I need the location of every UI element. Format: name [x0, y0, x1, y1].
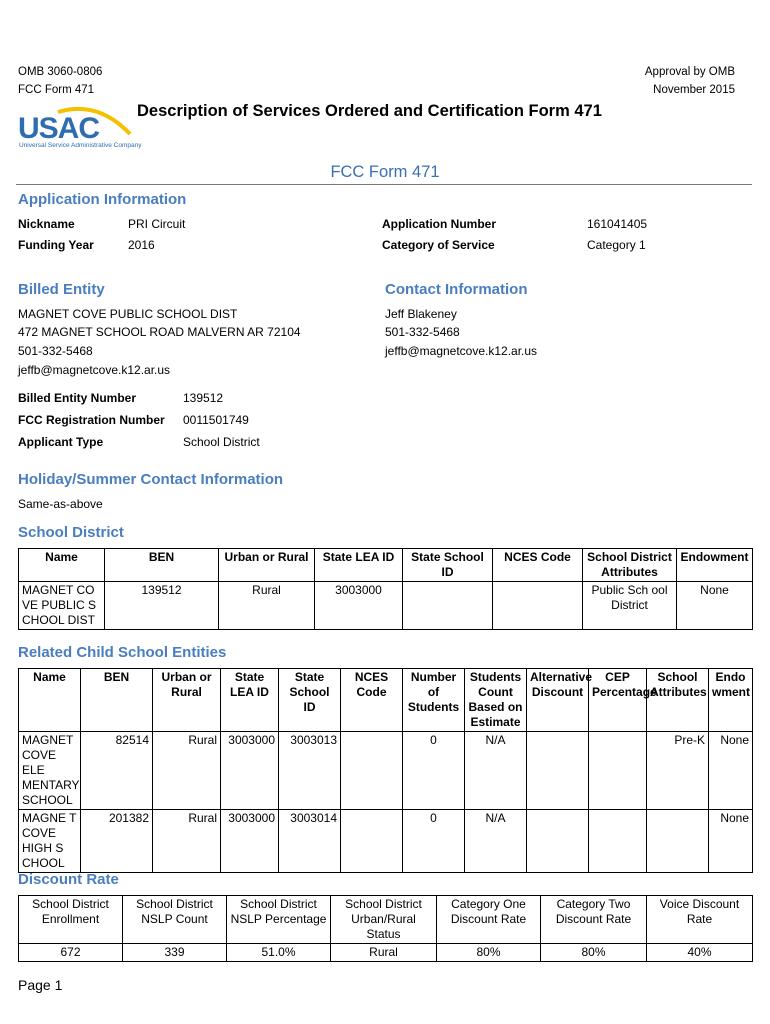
section-school-district: School District	[18, 524, 124, 541]
table-cell: 139512	[105, 582, 219, 630]
table-cell	[589, 732, 647, 810]
billed-entity-phone: 501-332-5468	[18, 344, 93, 358]
table-cell: N/A	[465, 732, 527, 810]
header-cell: School District Attributes	[583, 549, 677, 582]
usac-logo	[18, 104, 142, 152]
fcc-registration-value: 0011501749	[183, 413, 249, 427]
header-cell: Name	[19, 669, 81, 732]
table-cell: N/A	[465, 810, 527, 873]
header-cell: School Attributes	[647, 669, 709, 732]
table-cell: Rural	[153, 732, 221, 810]
table-cell	[341, 732, 403, 810]
section-holiday-contact: Holiday/Summer Contact Information	[18, 471, 284, 488]
table-cell: 40%	[647, 944, 753, 962]
application-number-label: Application Number	[382, 217, 497, 231]
header-cell: School District Enrollment	[19, 896, 123, 944]
table-cell	[647, 810, 709, 873]
fcc-registration-label: FCC Registration Number	[18, 413, 165, 427]
table-cell: 0	[403, 810, 465, 873]
table-cell: 339	[123, 944, 227, 962]
table-cell: 3003000	[221, 810, 279, 873]
table-cell: 3003000	[315, 582, 403, 630]
table-header-row	[19, 549, 753, 582]
table-cell: 201382	[81, 810, 153, 873]
child-entities-table	[18, 668, 753, 873]
header-cell: Number of Students	[403, 669, 465, 732]
page-title: Description of Services Ordered and Certification Form 471	[137, 102, 602, 120]
table-cell: 80%	[541, 944, 647, 962]
table-cell	[493, 582, 583, 630]
form-date: November 2015	[653, 84, 735, 96]
school-district-table	[18, 548, 753, 630]
table-row	[19, 810, 753, 873]
table-cell: MAGNET COVE ELE MENTARY SCHOOL	[19, 732, 81, 810]
header-cell: Category Two Discount Rate	[541, 896, 647, 944]
header-cell: BEN	[81, 669, 153, 732]
table-cell: 82514	[81, 732, 153, 810]
table-cell	[403, 582, 493, 630]
billed-entity-number-label: Billed Entity Number	[18, 391, 137, 405]
category-label: Category of Service	[382, 238, 495, 252]
omb-number: OMB 3060-0806	[18, 66, 103, 78]
table-cell: None	[677, 582, 753, 630]
holiday-contact-value: Same-as-above	[18, 497, 103, 511]
header-cell: NCES Code	[341, 669, 403, 732]
header-cell: Alternative Discount	[527, 669, 589, 732]
nickname-value: PRI Circuit	[128, 217, 186, 231]
table-cell: Public Sch ool District	[583, 582, 677, 630]
table-cell	[527, 810, 589, 873]
section-contact-information: Contact Information	[385, 281, 528, 298]
applicant-type-value: School District	[183, 435, 260, 449]
header-cell: School District Urban/Rural Status	[331, 896, 437, 944]
header-cell: BEN	[105, 549, 219, 582]
billed-entity-number-value: 139512	[183, 391, 224, 405]
section-related-child-entities: Related Child School Entities	[18, 644, 227, 661]
table-header-row	[19, 896, 753, 944]
nickname-label: Nickname	[18, 217, 75, 231]
billed-entity-address: 472 MAGNET SCHOOL ROAD MALVERN AR 72104	[18, 325, 301, 339]
table-cell: 0	[403, 732, 465, 810]
table-cell	[589, 810, 647, 873]
table-cell: MAGNE T COVE HIGH S CHOOL	[19, 810, 81, 873]
billed-entity-name: MAGNET COVE PUBLIC SCHOOL DIST	[18, 307, 238, 321]
table-cell	[527, 732, 589, 810]
billed-entity-email: jeffb@magnetcove.k12.ar.us	[18, 363, 171, 377]
table-cell: 3003014	[279, 810, 341, 873]
contact-email: jeffb@magnetcove.k12.ar.us	[385, 344, 538, 358]
table-cell: 3003013	[279, 732, 341, 810]
category-value: Category 1	[587, 238, 646, 252]
table-cell: 3003000	[221, 732, 279, 810]
logo-text: USAC	[18, 112, 100, 145]
table-cell: 80%	[437, 944, 541, 962]
section-billed-entity: Billed Entity	[18, 281, 105, 298]
table-cell: Pre-K	[647, 732, 709, 810]
application-number-value: 161041405	[587, 217, 648, 231]
table-cell	[341, 810, 403, 873]
table-row	[19, 582, 753, 630]
header-cell: State School ID	[403, 549, 493, 582]
contact-name: Jeff Blakeney	[385, 307, 457, 321]
header-cell: Name	[19, 549, 105, 582]
table-cell: MAGNET CO VE PUBLIC S CHOOL DIST	[19, 582, 105, 630]
contact-phone: 501-332-5468	[385, 325, 460, 339]
header-cell: Urban or Rural	[219, 549, 315, 582]
section-discount-rate: Discount Rate	[18, 871, 119, 888]
page-number: Page 1	[18, 977, 63, 993]
table-header-row	[19, 669, 753, 732]
funding-year-value: 2016	[128, 238, 155, 252]
header-cell: State School ID	[279, 669, 341, 732]
header-cell: Category One Discount Rate	[437, 896, 541, 944]
divider	[16, 184, 752, 185]
funding-year-label: Funding Year	[18, 238, 94, 252]
omb-approval: Approval by OMB	[644, 66, 735, 78]
section-application-information: Application Information	[18, 191, 187, 208]
table-cell: Rural	[219, 582, 315, 630]
applicant-type-label: Applicant Type	[18, 435, 104, 449]
form-number: FCC Form 471	[18, 84, 95, 96]
table-cell: None	[709, 810, 753, 873]
header-cell: State LEA ID	[221, 669, 279, 732]
table-cell: None	[709, 732, 753, 810]
table-cell: 51.0%	[227, 944, 331, 962]
header-cell: CEP Percentage	[589, 669, 647, 732]
table-cell: Rural	[331, 944, 437, 962]
header-cell: NCES Code	[493, 549, 583, 582]
header-cell: Endo wment	[709, 669, 753, 732]
table-cell: Rural	[153, 810, 221, 873]
header-cell: State LEA ID	[315, 549, 403, 582]
table-cell: 672	[19, 944, 123, 962]
header-cell: Voice Discount Rate	[647, 896, 753, 944]
header-cell: School District NSLP Percentage	[227, 896, 331, 944]
header-cell: Students Count Based on Estimate	[465, 669, 527, 732]
table-row	[19, 732, 753, 810]
header-cell: Urban or Rural	[153, 669, 221, 732]
discount-rate-table	[18, 895, 753, 962]
logo-subtitle: Universal Service Administrative Company	[19, 142, 142, 149]
form-title: FCC Form 471	[330, 163, 440, 181]
header-cell: School District NSLP Count	[123, 896, 227, 944]
header-cell: Endowment	[677, 549, 753, 582]
table-row	[19, 944, 753, 962]
